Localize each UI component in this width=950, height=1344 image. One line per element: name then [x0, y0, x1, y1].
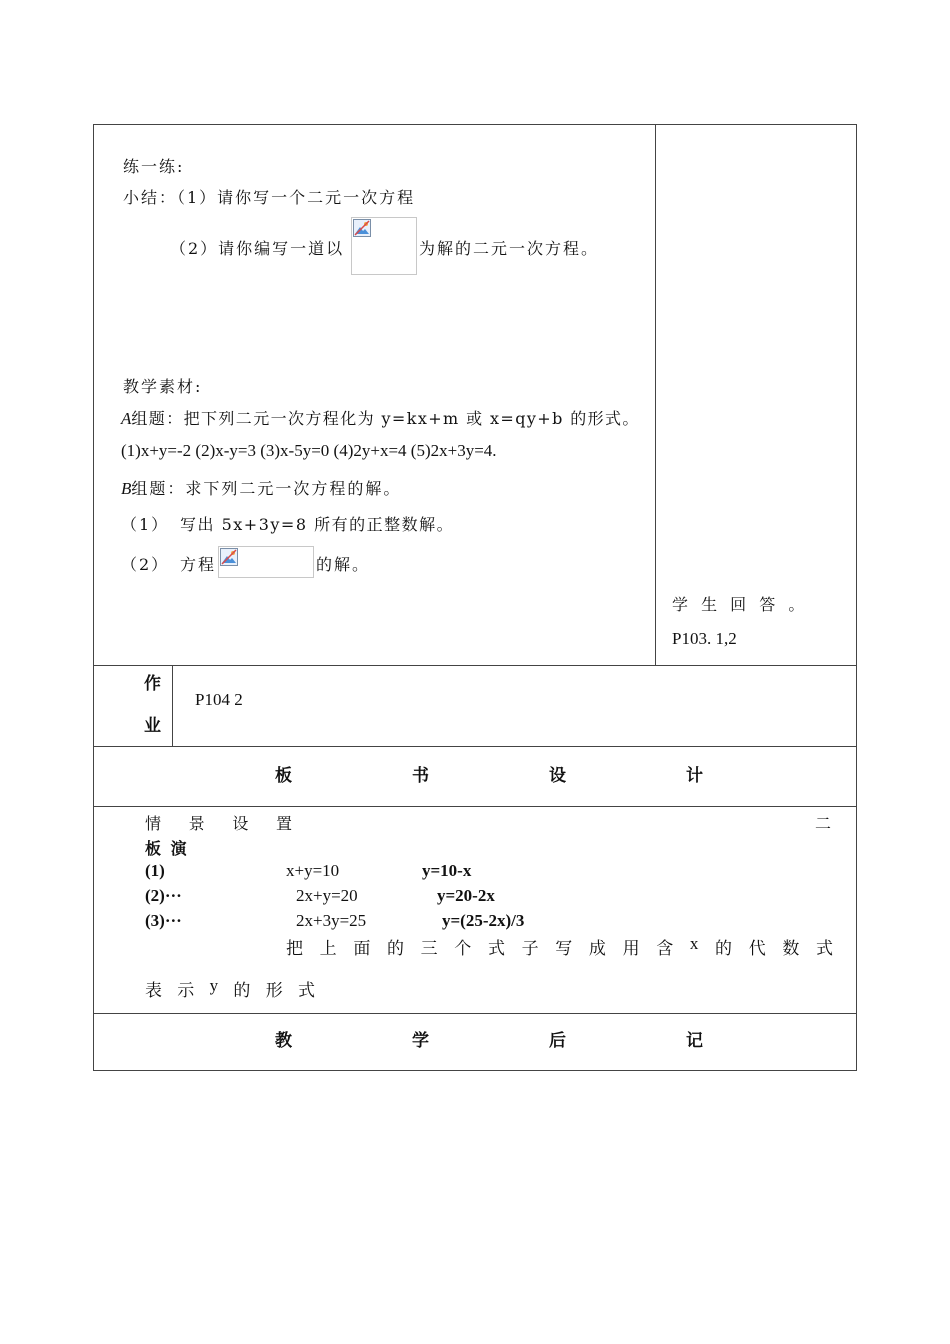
instruction-char: 式 [487, 939, 505, 959]
side-column-divider [655, 124, 656, 666]
group-b-text: 组题：求下列二元一次方程的解。 [131, 479, 402, 498]
group-b-item-2-number: （2） [121, 555, 170, 574]
instruction-char: 写 [555, 939, 573, 959]
summary-item-2-suffix: 为解的二元一次方程。 [419, 239, 600, 258]
instruction-char: 形 [265, 981, 283, 1001]
row-divider-1 [93, 665, 857, 666]
scene-setting-char: 景 [188, 814, 205, 833]
scene-setting-char: 设 [232, 814, 249, 833]
demo-row-2-number: (2)··· [145, 886, 182, 905]
table-bottom-border [93, 1070, 857, 1071]
instruction-char: 个 [454, 939, 472, 959]
demo-row-1-result: y=10-x [422, 861, 472, 880]
instruction-char: 三 [420, 939, 438, 959]
board-design-char: 书 [412, 766, 429, 786]
broken-image-icon [353, 219, 371, 237]
solution-formula-image [351, 217, 417, 275]
instruction-char: 子 [521, 939, 539, 959]
group-b-item-1-text: 写出 5x+3y=8 所有的正整数解。 [180, 515, 455, 534]
instruction-char: 把 [286, 939, 303, 959]
table-left-border [93, 124, 94, 1071]
scene-setting-char: 情 [145, 814, 162, 833]
demo-row-1-equation: x+y=10 [286, 861, 340, 880]
postscript-char: 后 [549, 1031, 566, 1051]
practice-heading: 练一练: [123, 157, 185, 176]
group-a-line [121, 406, 640, 429]
group-b-letter: B [121, 479, 132, 498]
demo-row-2-equation: 2x+y=20 [296, 886, 358, 905]
instruction-char: 上 [319, 939, 337, 959]
teaching-postscript-heading [275, 1026, 703, 1051]
homework-content: P104 2 [195, 690, 243, 709]
scene-setting-tail: 二 [815, 814, 832, 833]
summary-item-2-prefix: （2）请你编写一道以 [170, 239, 345, 258]
board-design-char: 计 [686, 766, 703, 786]
instruction-char: 用 [622, 939, 640, 959]
instruction-char: 的 [233, 981, 251, 1001]
instruction-char: 式 [297, 981, 315, 1001]
row-divider-4 [93, 1013, 857, 1014]
demo-row-3-equation: 2x+3y=25 [296, 911, 367, 930]
board-demo-label: 板 演 [145, 839, 189, 858]
homework-label-char-2: 业 [144, 716, 161, 736]
instruction-char: 的 [386, 939, 404, 959]
table-top-border [93, 124, 857, 125]
board-design-char: 设 [549, 766, 566, 786]
instruction-char: 示 [177, 981, 195, 1001]
textbook-reference: P103. 1,2 [672, 629, 737, 648]
materials-heading: 教学素材: [123, 377, 203, 396]
postscript-char: 教 [275, 1031, 292, 1051]
group-a-text: 组题：把下列二元一次方程化为 y=kx+m 或 x=qy+b 的形式。 [131, 409, 640, 428]
broken-image-icon [220, 548, 238, 566]
instruction-char: 面 [353, 939, 371, 959]
group-b-line [121, 476, 401, 499]
instruction-char: 成 [588, 939, 606, 959]
instruction-char: x [689, 934, 699, 953]
instruction-char: 数 [782, 939, 800, 959]
board-design-char: 板 [275, 766, 292, 786]
instruction-char: 代 [748, 939, 766, 959]
instruction-char: 的 [715, 939, 733, 959]
demo-row-3-result: y=(25-2x)/3 [442, 911, 525, 930]
postscript-char: 记 [686, 1031, 703, 1051]
table-right-border [856, 124, 857, 1071]
scene-setting-label [145, 811, 292, 834]
row-divider-2 [93, 746, 857, 747]
instruction-char: 含 [656, 939, 674, 959]
group-a-letter: A [121, 409, 132, 428]
demo-row-1-number: (1) [145, 861, 165, 880]
instruction-char: y [209, 976, 219, 995]
group-b-item-2-prefix: 方程 [180, 555, 217, 574]
equation-image [218, 546, 314, 578]
rewrite-instruction-line-1 [286, 934, 833, 959]
board-design-heading [275, 761, 703, 786]
group-b-item-1-number: （1） [121, 515, 170, 534]
instruction-char: 式 [816, 939, 833, 959]
demo-row-3-number: (3)··· [145, 911, 182, 930]
rewrite-instruction-line-2 [145, 976, 315, 1001]
summary-item-1: 小结：（1）请你写一个二元一次方程 [123, 188, 416, 207]
equation-list: (1)x+y=-2 (2)x-y=3 (3)x-5y=0 (4)2y+x=4 (5)2x+3y=4. [121, 441, 497, 460]
scene-setting-char: 置 [275, 814, 292, 833]
group-b-item-2-suffix: 的解。 [316, 555, 371, 574]
postscript-char: 学 [412, 1031, 429, 1051]
student-answer-note: 学 生 回 答 。 [672, 595, 809, 614]
demo-row-2-result: y=20-2x [437, 886, 495, 905]
homework-label-char-1: 作 [144, 674, 161, 694]
row-divider-3 [93, 806, 857, 807]
instruction-char: 表 [145, 981, 162, 1001]
homework-label-divider [172, 665, 173, 747]
